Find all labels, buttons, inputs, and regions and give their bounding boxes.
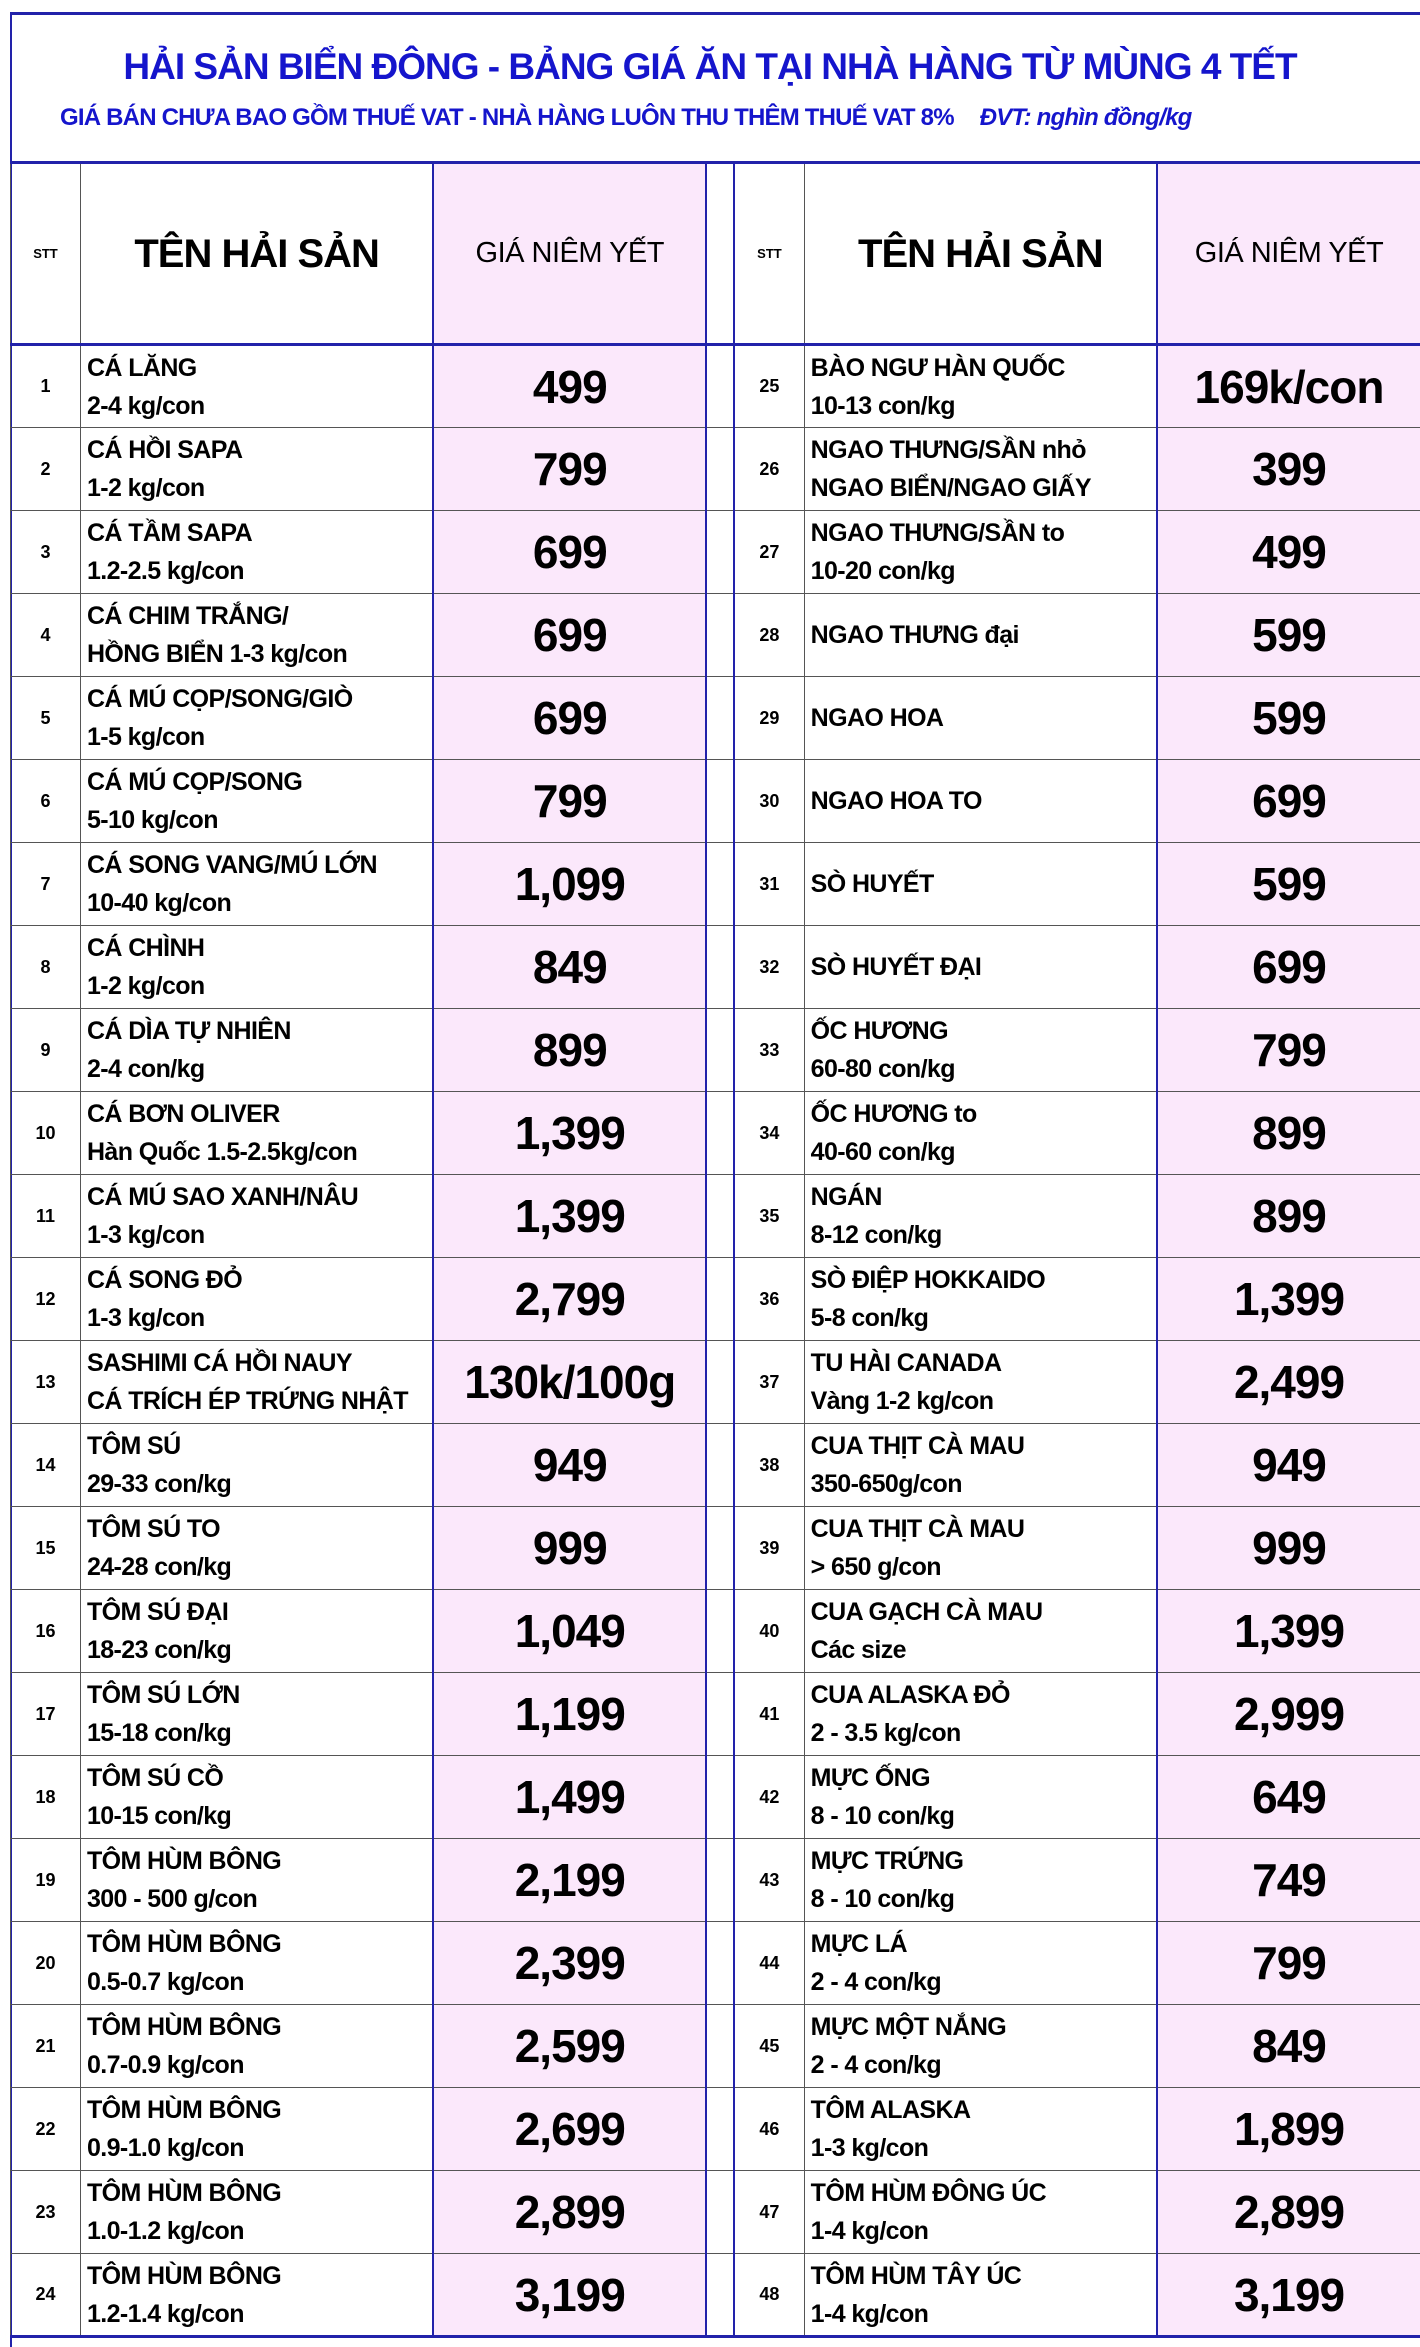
item-price: 499	[433, 345, 706, 428]
item-name-cell	[804, 1258, 1157, 1341]
column-gap	[706, 1175, 734, 1258]
item-name: TÔM HÙM BÔNG	[86, 2096, 282, 2124]
item-name: SASHIMI CÁ HỒI NAUY	[86, 1349, 352, 1377]
table-row	[11, 677, 1420, 760]
item-stt: 24	[11, 2254, 81, 2337]
item-detail: 2 - 4 con/kg	[810, 2051, 942, 2079]
item-name: TÔM HÙM TÂY ÚC	[810, 2261, 1022, 2290]
item-stt: 8	[11, 926, 81, 1009]
item-stt: 31	[734, 843, 804, 926]
item-detail: 300 - 500 g/con	[86, 1885, 258, 1913]
item-stt: 47	[734, 2171, 804, 2254]
table-row	[11, 760, 1420, 843]
item-stt: 28	[734, 594, 804, 677]
column-gap	[706, 1839, 734, 1922]
item-name: TÔM SÚ	[86, 1432, 181, 1460]
column-gap	[706, 677, 734, 760]
item-name-cell	[80, 677, 433, 760]
item-detail: 2-4 kg/con	[86, 391, 205, 420]
item-name-cell	[80, 1590, 433, 1673]
item-detail: 60-80 con/kg	[810, 1055, 955, 1083]
item-price: 2,599	[433, 2005, 706, 2088]
item-name-cell	[80, 345, 433, 428]
item-price: 799	[433, 760, 706, 843]
item-name: TÔM ALASKA	[810, 2096, 971, 2124]
item-name-cell	[80, 1507, 433, 1590]
item-stt: 45	[734, 2005, 804, 2088]
item-name: TU HÀI CANADA	[810, 1349, 1002, 1377]
item-stt: 7	[11, 843, 81, 926]
column-gap	[706, 1756, 734, 1839]
item-name: NGAO THƯNG/SẦN to	[810, 519, 1065, 547]
column-gap	[706, 2005, 734, 2088]
item-name-cell	[80, 1673, 433, 1756]
item-name: CÁ MÚ SAO XANH/NÂU	[86, 1183, 359, 1211]
item-detail: HỒNG BIỂN 1-3 kg/con	[86, 640, 348, 668]
item-detail: 1-4 kg/con	[810, 2299, 929, 2328]
item-name-cell	[804, 1009, 1157, 1092]
item-name: CÁ LĂNG	[86, 353, 197, 382]
item-price: 2,199	[433, 1839, 706, 1922]
item-stt: 46	[734, 2088, 804, 2171]
item-name: CÁ MÚ CỌP/SONG	[86, 768, 303, 796]
column-gap	[706, 1258, 734, 1341]
item-stt: 18	[11, 1756, 81, 1839]
item-name-cell	[80, 1424, 433, 1507]
item-detail: 1.2-2.5 kg/con	[86, 557, 244, 585]
column-gap	[706, 1507, 734, 1590]
column-gap	[706, 428, 734, 511]
item-detail: 1-4 kg/con	[810, 2217, 929, 2245]
item-name-cell	[80, 1258, 433, 1341]
item-name-cell	[804, 511, 1157, 594]
item-stt: 43	[734, 1839, 804, 1922]
item-stt: 10	[11, 1092, 81, 1175]
item-price: 1,399	[433, 1092, 706, 1175]
item-detail: > 650 g/con	[810, 1553, 941, 1581]
item-name: MỰC ỐNG	[810, 1764, 930, 1792]
item-name: CUA ALASKA ĐỎ	[810, 1681, 1010, 1709]
item-detail: 1-2 kg/con	[86, 972, 205, 1000]
item-stt: 36	[734, 1258, 804, 1341]
item-name-cell	[804, 2088, 1157, 2171]
item-name-cell	[804, 1092, 1157, 1175]
item-name: NGAO HOA	[810, 704, 944, 732]
item-name-cell	[804, 1922, 1157, 2005]
item-detail: 10-15 con/kg	[86, 1802, 232, 1830]
item-name-cell	[804, 1839, 1157, 1922]
item-name: CÁ CHÌNH	[86, 934, 205, 962]
item-stt: 4	[11, 594, 81, 677]
column-gap	[706, 926, 734, 1009]
item-name: CÁ SONG VANG/MÚ LỚN	[86, 851, 377, 879]
item-price: 2,899	[433, 2171, 706, 2254]
item-name: MỰC TRỨNG	[810, 1847, 964, 1875]
header-stt: STT	[11, 163, 81, 345]
item-stt: 44	[734, 1922, 804, 2005]
item-detail: 40-60 con/kg	[810, 1138, 955, 1166]
item-stt: 3	[11, 511, 81, 594]
item-stt: 17	[11, 1673, 81, 1756]
column-gap	[706, 843, 734, 926]
item-price: 699	[1157, 760, 1420, 843]
item-name-cell	[804, 1341, 1157, 1424]
item-detail: Hàn Quốc 1.5-2.5kg/con	[86, 1138, 358, 1166]
header-price-right: GIÁ NIÊM YẾT	[1157, 163, 1420, 345]
item-price: 2,799	[433, 1258, 706, 1341]
item-stt: 27	[734, 511, 804, 594]
item-name-cell	[804, 1756, 1157, 1839]
table-row	[11, 2171, 1420, 2254]
item-name: SÒ HUYẾT	[810, 870, 934, 898]
item-stt: 9	[11, 1009, 81, 1092]
table-row	[11, 1175, 1420, 1258]
item-name-cell	[804, 760, 1157, 843]
item-price: 649	[1157, 1756, 1420, 1839]
item-stt: 32	[734, 926, 804, 1009]
item-name: CÁ MÚ CỌP/SONG/GIÒ	[86, 685, 353, 713]
column-gap	[706, 345, 734, 428]
item-price: 499	[1157, 511, 1420, 594]
table-row	[11, 1258, 1420, 1341]
item-price: 1,499	[433, 1756, 706, 1839]
item-name: SÒ HUYẾT ĐẠI	[810, 953, 982, 981]
column-gap	[706, 1341, 734, 1424]
item-name: TÔM SÚ ĐẠI	[86, 1598, 229, 1626]
item-stt: 12	[11, 1258, 81, 1341]
table-row	[11, 1839, 1420, 1922]
item-stt: 33	[734, 1009, 804, 1092]
table-row	[11, 1341, 1420, 1424]
table-row	[11, 1922, 1420, 2005]
item-price: 599	[1157, 843, 1420, 926]
item-detail: 15-18 con/kg	[86, 1719, 232, 1747]
item-price: 799	[1157, 1922, 1420, 2005]
item-price: 599	[1157, 677, 1420, 760]
item-name-cell	[804, 2005, 1157, 2088]
header-stt-right: STT	[734, 163, 804, 345]
item-name-cell	[80, 1009, 433, 1092]
item-price: 899	[1157, 1092, 1420, 1175]
item-name: ỐC HƯƠNG	[810, 1017, 948, 1045]
item-name: CÁ DÌA TỰ NHIÊN	[86, 1017, 291, 1045]
item-price: 949	[433, 1424, 706, 1507]
item-name: NGAO HOA TO	[810, 787, 982, 815]
item-price: 2,399	[433, 1922, 706, 2005]
column-gap	[706, 1673, 734, 1756]
item-name-cell	[804, 677, 1157, 760]
item-name: TÔM SÚ TO	[86, 1515, 220, 1543]
item-detail: 18-23 con/kg	[86, 1636, 232, 1664]
item-price: 599	[1157, 594, 1420, 677]
table-row	[11, 428, 1420, 511]
item-detail: 5-8 con/kg	[810, 1304, 929, 1332]
item-price: 799	[1157, 1009, 1420, 1092]
item-name: CÁ SONG ĐỎ	[86, 1266, 243, 1294]
item-stt: 42	[734, 1756, 804, 1839]
item-name-cell	[80, 1175, 433, 1258]
item-name: TÔM HÙM BÔNG	[86, 2013, 282, 2041]
item-name: CÁ TẦM SAPA	[86, 519, 253, 547]
item-detail: 0.5-0.7 kg/con	[86, 1968, 244, 1996]
column-gap	[706, 760, 734, 843]
item-detail: 8-12 con/kg	[810, 1221, 942, 1249]
column-gap	[706, 594, 734, 677]
item-name-cell	[804, 2171, 1157, 2254]
item-name: TÔM SÚ LỚN	[86, 1681, 240, 1709]
item-stt: 37	[734, 1341, 804, 1424]
table-row	[11, 843, 1420, 926]
item-detail: 10-13 con/kg	[810, 391, 955, 420]
item-price: 2,999	[1157, 1673, 1420, 1756]
item-stt: 38	[734, 1424, 804, 1507]
item-price: 849	[433, 926, 706, 1009]
item-price: 999	[1157, 1507, 1420, 1590]
item-detail: NGAO BIỂN/NGAO GIẤY	[810, 474, 1091, 502]
item-name: NGAO THƯNG/SẦN nhỏ	[810, 436, 1086, 464]
page-subtitle	[60, 104, 1192, 132]
table-row	[11, 1756, 1420, 1839]
item-price: 3,199	[1157, 2254, 1420, 2337]
item-stt: 2	[11, 428, 81, 511]
item-price: 899	[433, 1009, 706, 1092]
item-name-cell	[804, 428, 1157, 511]
item-stt: 25	[734, 345, 804, 428]
item-price: 1,099	[433, 843, 706, 926]
item-detail: 0.9-1.0 kg/con	[86, 2134, 244, 2162]
item-stt: 26	[734, 428, 804, 511]
column-gap	[706, 2088, 734, 2171]
item-name: TÔM HÙM BÔNG	[86, 1930, 282, 1958]
item-name-cell	[80, 2171, 433, 2254]
item-name: BÀO NGƯ HÀN QUỐC	[810, 353, 1065, 382]
item-name-cell	[80, 594, 433, 677]
item-detail: 2-4 con/kg	[86, 1055, 205, 1083]
page-title: HẢI SẢN BIỂN ĐÔNG - BẢNG GIÁ ĂN TẠI NHÀ HÀNG TỪ MÙNG 4 TẾT	[123, 46, 1297, 87]
item-name-cell	[80, 843, 433, 926]
item-price: 169k/con	[1157, 345, 1420, 428]
item-name-cell	[80, 1839, 433, 1922]
item-detail: 1-3 kg/con	[86, 1304, 205, 1332]
item-stt: 6	[11, 760, 81, 843]
item-detail: 1.0-1.2 kg/con	[86, 2217, 244, 2245]
item-stt: 20	[11, 1922, 81, 2005]
item-stt: 1	[11, 345, 81, 428]
item-name: TÔM HÙM BÔNG	[86, 2179, 282, 2207]
table-row	[11, 1424, 1420, 1507]
item-price: 949	[1157, 1424, 1420, 1507]
item-price: 699	[433, 511, 706, 594]
item-name: CÁ BƠN OLIVER	[86, 1100, 280, 1128]
item-detail: 2 - 3.5 kg/con	[810, 1719, 961, 1747]
item-detail: 350-650g/con	[810, 1470, 962, 1498]
item-detail: 10-20 con/kg	[810, 557, 955, 585]
item-name: TÔM HÙM BÔNG	[86, 2261, 282, 2290]
item-name-cell	[804, 594, 1157, 677]
item-detail: 29-33 con/kg	[86, 1470, 232, 1498]
item-price: 699	[433, 594, 706, 677]
item-price: 699	[1157, 926, 1420, 1009]
vat-note: GIÁ BÁN CHƯA BAO GỒM THUẾ VAT - NHÀ HÀNG LUÔN THU THÊM THUẾ VAT 8%	[60, 104, 954, 131]
item-stt: 34	[734, 1092, 804, 1175]
item-detail: 10-40 kg/con	[86, 889, 232, 917]
table-row	[11, 1673, 1420, 1756]
item-stt: 15	[11, 1507, 81, 1590]
item-stt: 29	[734, 677, 804, 760]
item-name: MỰC MỘT NẮNG	[810, 2013, 1007, 2041]
item-price: 899	[1157, 1175, 1420, 1258]
table-row	[11, 1507, 1420, 1590]
item-name: CUA THỊT CÀ MAU	[810, 1432, 1025, 1460]
table-header-row	[11, 163, 1420, 345]
item-price: 1,899	[1157, 2088, 1420, 2171]
item-detail: 5-10 kg/con	[86, 806, 218, 834]
table-row	[11, 511, 1420, 594]
unit-note: ĐVT: nghìn đồng/kg	[979, 104, 1192, 131]
item-price: 2,499	[1157, 1341, 1420, 1424]
header-price: GIÁ NIÊM YẾT	[433, 163, 706, 345]
item-detail: 1-5 kg/con	[86, 723, 205, 751]
item-stt: 11	[11, 1175, 81, 1258]
item-detail: 2 - 4 con/kg	[810, 1968, 942, 1996]
item-name: CUA THỊT CÀ MAU	[810, 1515, 1025, 1543]
item-stt: 19	[11, 1839, 81, 1922]
item-name-cell	[80, 926, 433, 1009]
item-detail: 8 - 10 con/kg	[810, 1802, 955, 1830]
item-detail: CÁ TRÍCH ÉP TRỨNG NHẬT	[86, 1387, 408, 1415]
table-row	[11, 2088, 1420, 2171]
item-stt: 41	[734, 1673, 804, 1756]
item-name: CUA GẠCH CÀ MAU	[810, 1598, 1043, 1626]
item-detail: 8 - 10 con/kg	[810, 1885, 955, 1913]
item-name-cell	[804, 926, 1157, 1009]
item-detail: 1-3 kg/con	[810, 2134, 929, 2162]
header-name: TÊN HẢI SẢN	[80, 163, 433, 345]
column-gap	[706, 511, 734, 594]
item-name: TÔM SÚ CỒ	[86, 1764, 224, 1792]
item-price: 749	[1157, 1839, 1420, 1922]
column-gap	[706, 2254, 734, 2337]
item-name-cell	[804, 1175, 1157, 1258]
item-price: 130k/100g	[433, 1341, 706, 1424]
table-row	[11, 594, 1420, 677]
item-name: CÁ CHIM TRẮNG/	[86, 602, 289, 630]
item-name-cell	[80, 2088, 433, 2171]
table-row	[11, 1009, 1420, 1092]
item-stt: 23	[11, 2171, 81, 2254]
item-stt: 13	[11, 1341, 81, 1424]
item-price: 849	[1157, 2005, 1420, 2088]
item-price: 2,699	[433, 2088, 706, 2171]
item-name-cell	[804, 843, 1157, 926]
item-name-cell	[804, 1507, 1157, 1590]
item-price: 1,049	[433, 1590, 706, 1673]
table-row	[11, 2005, 1420, 2088]
item-price: 399	[1157, 428, 1420, 511]
item-stt: 16	[11, 1590, 81, 1673]
item-detail: Vàng 1-2 kg/con	[810, 1387, 994, 1415]
item-stt: 5	[11, 677, 81, 760]
item-name: MỰC LÁ	[810, 1930, 907, 1958]
item-stt: 48	[734, 2254, 804, 2337]
item-name: NGAO THƯNG đại	[810, 621, 1019, 649]
table-row	[11, 2254, 1420, 2337]
item-detail: 1.2-1.4 kg/con	[86, 2299, 244, 2328]
item-name-cell	[80, 1092, 433, 1175]
item-name-cell	[80, 511, 433, 594]
item-name: CÁ HỒI SAPA	[86, 436, 243, 464]
column-gap	[706, 1922, 734, 2005]
item-detail: 24-28 con/kg	[86, 1553, 232, 1581]
table-row	[11, 926, 1420, 1009]
item-name-cell	[804, 1590, 1157, 1673]
item-name: NGÁN	[810, 1183, 882, 1211]
item-stt: 14	[11, 1424, 81, 1507]
item-price: 699	[433, 677, 706, 760]
item-name-cell	[80, 1756, 433, 1839]
item-price: 1,199	[433, 1673, 706, 1756]
header-name-right: TÊN HẢI SẢN	[804, 163, 1157, 345]
item-detail: 1-2 kg/con	[86, 474, 205, 502]
item-name-cell	[80, 1922, 433, 2005]
item-price: 1,399	[1157, 1590, 1420, 1673]
item-price: 999	[433, 1507, 706, 1590]
table-row	[11, 345, 1420, 428]
item-price: 1,399	[1157, 1258, 1420, 1341]
column-gap	[706, 163, 734, 345]
item-name-cell	[804, 2254, 1157, 2337]
item-detail: 1-3 kg/con	[86, 1221, 205, 1249]
column-gap	[706, 1092, 734, 1175]
table-row	[11, 1590, 1420, 1673]
item-name-cell	[804, 1424, 1157, 1507]
item-name: TÔM HÙM BÔNG	[86, 1847, 282, 1875]
item-stt: 39	[734, 1507, 804, 1590]
item-name: ỐC HƯƠNG to	[810, 1100, 977, 1128]
item-price: 1,399	[433, 1175, 706, 1258]
item-stt: 40	[734, 1590, 804, 1673]
item-name: TÔM HÙM ĐÔNG ÚC	[810, 2179, 1047, 2207]
item-name: SÒ ĐIỆP HOKKAIDO	[810, 1266, 1046, 1294]
item-name-cell	[80, 2254, 433, 2337]
item-price: 799	[433, 428, 706, 511]
column-gap	[706, 1009, 734, 1092]
item-detail: Các size	[810, 1636, 906, 1664]
table-row	[11, 1092, 1420, 1175]
item-name-cell	[80, 2005, 433, 2088]
item-stt: 35	[734, 1175, 804, 1258]
item-stt: 30	[734, 760, 804, 843]
column-gap	[706, 2171, 734, 2254]
item-price: 3,199	[433, 2254, 706, 2337]
column-gap	[706, 1590, 734, 1673]
item-stt: 22	[11, 2088, 81, 2171]
item-name-cell	[804, 345, 1157, 428]
item-name-cell	[80, 760, 433, 843]
item-name-cell	[80, 428, 433, 511]
column-gap	[706, 1424, 734, 1507]
price-table	[10, 161, 1420, 2338]
item-stt: 21	[11, 2005, 81, 2088]
item-name-cell	[80, 1341, 433, 1424]
item-name-cell	[804, 1673, 1157, 1756]
item-detail: 0.7-0.9 kg/con	[86, 2051, 244, 2079]
item-price: 2,899	[1157, 2171, 1420, 2254]
